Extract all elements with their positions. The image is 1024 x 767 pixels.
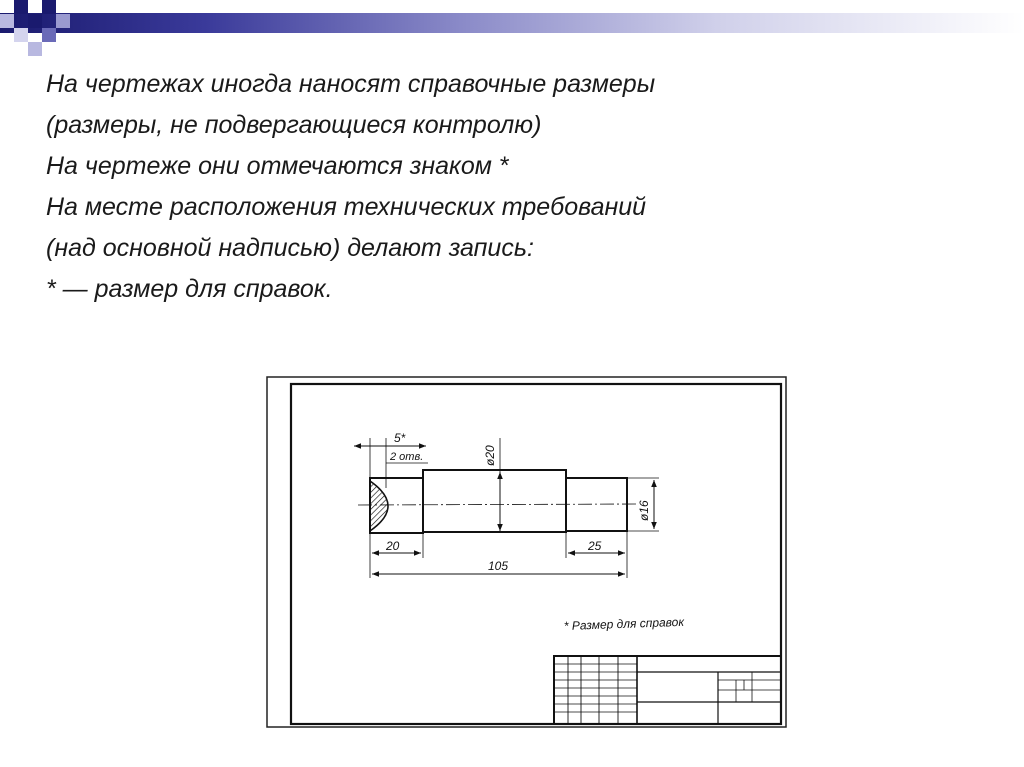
text-line-2: (размеры, не подвергающиеся контролю) — [46, 111, 542, 139]
dim-text-holes: 2 отв. — [390, 451, 424, 463]
slide-text — [46, 64, 946, 310]
dim-text-chamfer: 5* — [394, 431, 406, 445]
corner-square-decoration — [0, 0, 70, 60]
text-line-3: На чертеже они отмечаются знаком * — [46, 152, 509, 180]
dim-text-d20: ø20 — [483, 445, 497, 466]
text-line-6: * — размер для справок. — [46, 275, 333, 303]
text-line-1: На чертежах иногда наносят справочные размеры — [46, 70, 656, 98]
dim-text-right-length: 25 — [588, 539, 602, 553]
technical-drawing — [266, 376, 788, 728]
dim-text-total-length: 105 — [488, 559, 509, 573]
text-line-4: На месте расположения технических требований — [46, 193, 647, 221]
center-line — [358, 504, 638, 505]
sheet-outer-border — [267, 377, 786, 727]
hole-section-hatch — [370, 481, 388, 531]
title-block — [554, 656, 781, 724]
sheet-inner-frame — [291, 384, 781, 724]
text-line-5: (над основной надписью) делают запись: — [46, 234, 534, 262]
reference-note: * Размер для справок — [563, 614, 685, 633]
header-gradient-bar — [0, 13, 1024, 33]
dim-text-d16: ø16 — [637, 500, 651, 521]
shaft-middle-section — [423, 470, 566, 532]
dim-text-left-length: 20 — [386, 539, 400, 553]
